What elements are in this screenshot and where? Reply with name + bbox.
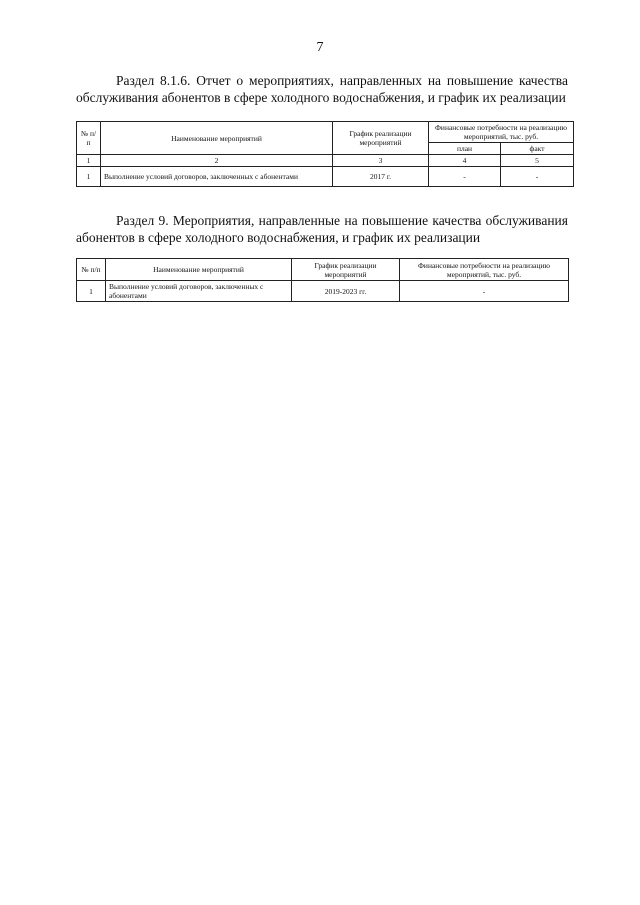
row-schedule: 2017 г. (333, 167, 429, 187)
table-index-row (77, 155, 574, 167)
row-name: Выполнение условий договоров, заключенных с абонентами (106, 281, 292, 302)
index-cell: 5 (501, 155, 574, 167)
table-header-row (77, 122, 574, 143)
row-num: 1 (77, 167, 101, 187)
header-num: № п/п (77, 259, 106, 281)
row-num: 1 (77, 281, 106, 302)
section-8-1-6-text: Раздел 8.1.6. Отчет о мероприятиях, направленных на повышение качества обслуживания абонентов в сфере холодного водоснабжения, и график их реализации (76, 73, 568, 105)
row-plan: - (429, 167, 501, 187)
row-name: Выполнение условий договоров, заключенных с абонентами (101, 167, 333, 187)
table-header-row (77, 259, 569, 281)
header-name: Наименование мероприятий (106, 259, 292, 281)
row-fact: - (501, 167, 574, 187)
index-cell: 3 (333, 155, 429, 167)
row-finance: - (400, 281, 569, 302)
header-schedule: График реализации мероприятий (292, 259, 400, 281)
measures-table (76, 258, 569, 302)
page-number: 7 (316, 40, 324, 55)
row-schedule: 2019-2023 гг. (292, 281, 400, 302)
index-cell: 4 (429, 155, 501, 167)
header-finance: Финансовые потребности на реализацию мероприятий, тыс. руб. (400, 259, 569, 281)
header-schedule: График реализации мероприятий (333, 122, 429, 155)
index-cell: 1 (77, 155, 101, 167)
header-plan: план (429, 143, 501, 155)
section-9-heading (76, 212, 568, 246)
header-fact: факт (501, 143, 574, 155)
header-finance: Финансовые потребности на реализацию мероприятий, тыс. руб. (429, 122, 574, 143)
section-8-1-6-heading (76, 72, 568, 106)
header-name: Наименование мероприятий (101, 122, 333, 155)
index-cell: 2 (101, 155, 333, 167)
report-table (76, 121, 574, 187)
header-num: № п/п (77, 122, 101, 155)
table-row (77, 167, 574, 187)
section-9-text: Раздел 9. Мероприятия, направленные на повышение качества обслуживания абонентов в сфере холодного водоснабжения, и график их реализации (76, 213, 568, 245)
table-row (77, 281, 569, 302)
